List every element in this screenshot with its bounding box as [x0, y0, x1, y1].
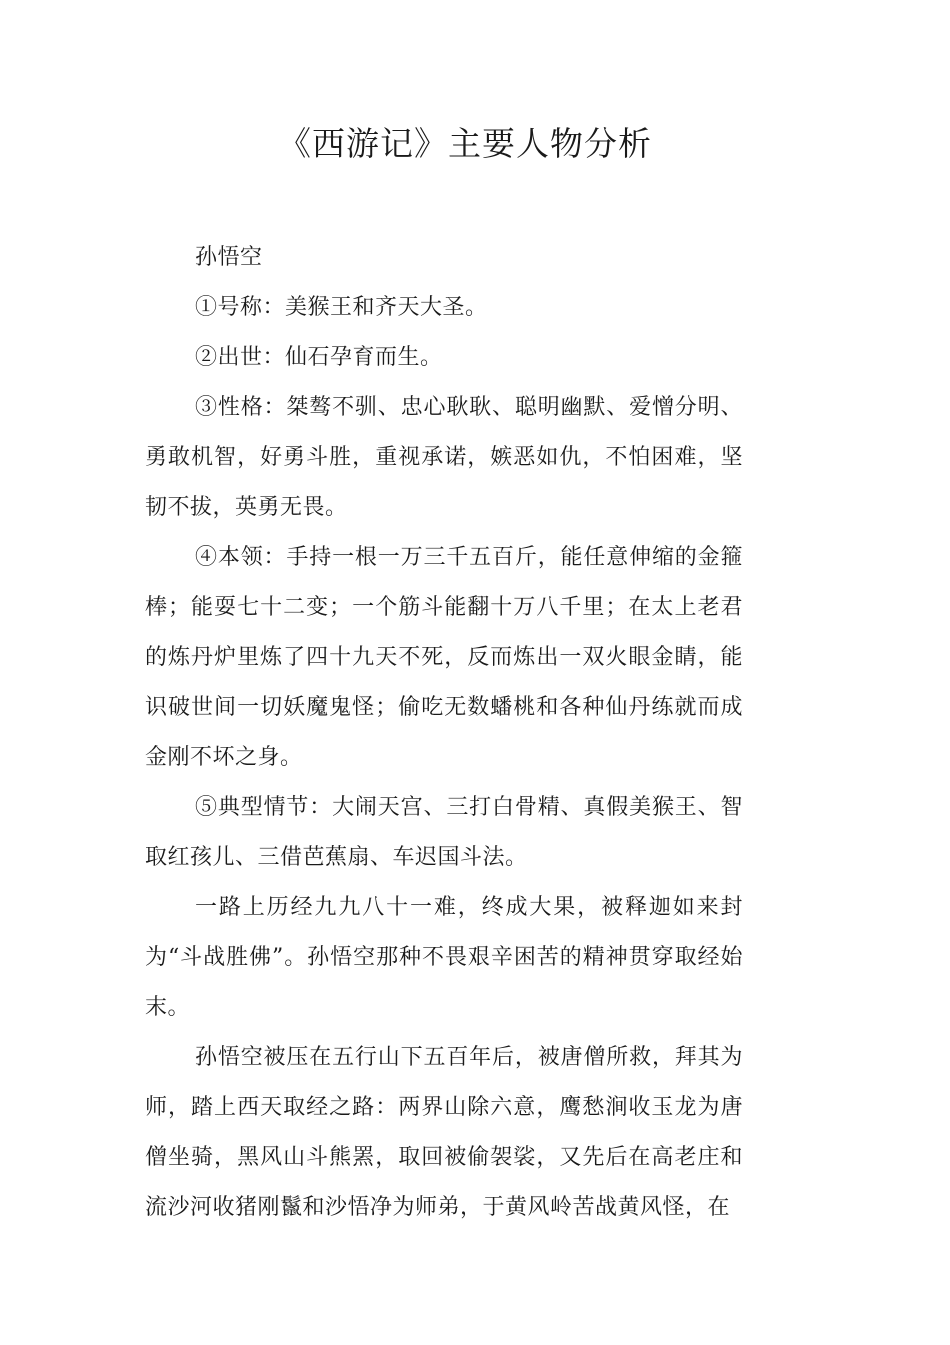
document-title: 《西游记》主要人物分析 — [278, 124, 652, 163]
paragraph-outcome: 一路上历经九九八十一难，终成大果，被释迦如来封为“斗战胜佛”。孙悟空那种不畏艰辛困苦的精神贯穿取经始末。 — [145, 895, 743, 1020]
paragraph-journey: 孙悟空被压在五行山下五百年后，被唐僧所救，拜其为师，踏上西天取经之路：两界山除六意，鹰愁涧收玉龙为唐僧坐骑，黑风山斗熊罴，取回被偷袈裟，又先后在高老庄和流沙河收猪刚鬣和沙悟净为师弟，于黄风岭苦战黄风怪，在 — [145, 1045, 743, 1220]
paragraph-personality: ③性格：桀骜不驯、忠心耿耿、聪明幽默、爱憎分明、勇敢机智，好勇斗胜，重视承诺，嫉恶如仇，不怕困难，坚韧不拔，英勇无畏。 — [145, 395, 743, 520]
document-body — [145, 233, 743, 1233]
character-heading: 孙悟空 — [195, 245, 263, 270]
paragraph-abilities: ④本领：手持一根一万三千五百斤，能任意伸缩的金箍棒；能耍七十二变；一个筋斗能翻十万八千里；在太上老君的炼丹炉里炼了四十九天不死，反而炼出一双火眼金睛，能识破世间一切妖魔鬼怪；偷吃无数蟠桃和各种仙丹练就而成金刚不坏之身。 — [145, 545, 743, 770]
paragraph-typical-plots: ⑤典型情节：大闹天宫、三打白骨精、真假美猴王、智取红孩儿、三借芭蕉扇、车迟国斗法。 — [145, 795, 743, 870]
paragraph-origin: ②出世：仙石孕育而生。 — [195, 345, 443, 370]
paragraph-titles: ①号称：美猴王和齐天大圣。 — [195, 295, 488, 320]
